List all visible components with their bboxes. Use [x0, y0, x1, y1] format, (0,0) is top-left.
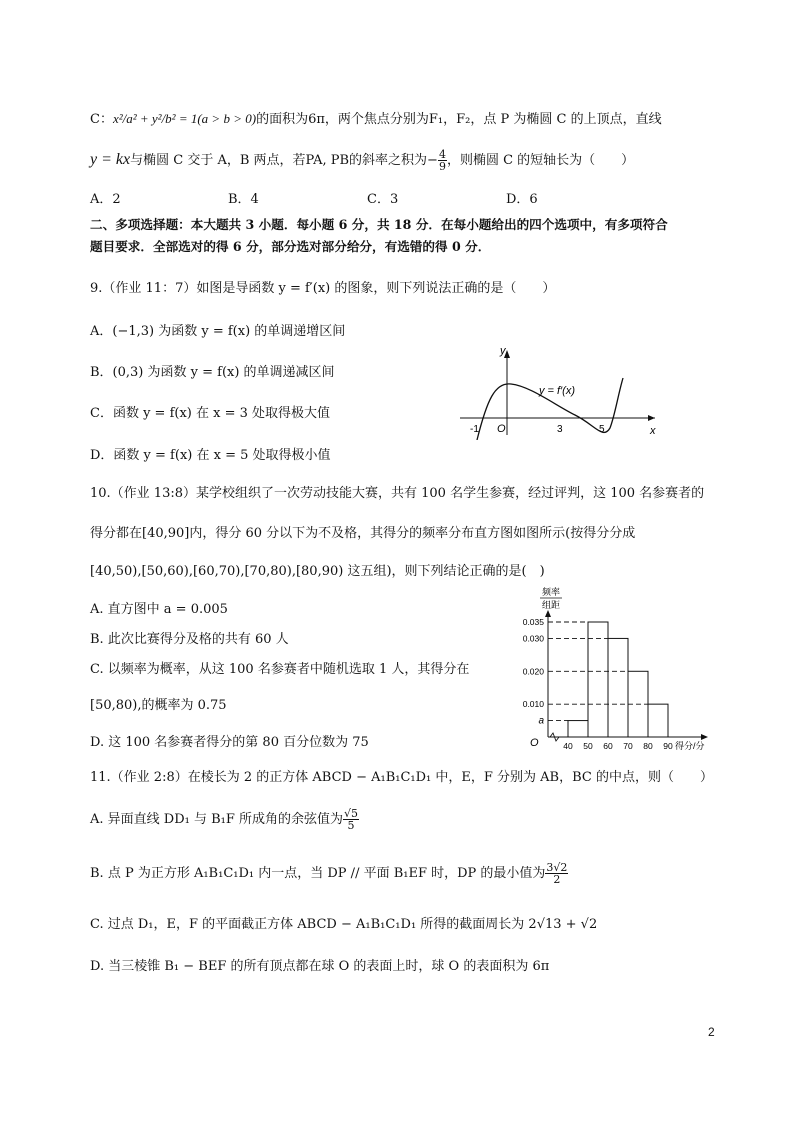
ylabel-bottom: 组距 — [542, 600, 561, 610]
q10-option-d: D. 这 100 名参赛者得分的第 80 百分位数为 75 — [90, 735, 369, 750]
q11-a-fraction: $\frac{√5}{5}$ — [344, 807, 359, 832]
q8-line1-prefix: C： — [90, 112, 113, 127]
hist-ytick-2: 0.020 — [522, 666, 544, 677]
hist-xtick-50: 50 — [583, 741, 593, 751]
q10-line3: [40,50),[50,60),[60,70),[70,80),[80,90) 这五组)，则下列结论正确的是( ) — [90, 564, 545, 579]
q8-line2-rest-b: ，则椭圆 C 的短轴长为（ ） — [446, 153, 635, 168]
q8-fraction: $\frac{4}{9}$ — [438, 148, 446, 173]
hist-ytick-4: a — [538, 715, 544, 727]
ylabel-top: 频率 — [542, 587, 561, 597]
q8-option-d: D．6 — [506, 192, 538, 207]
hist-ytick-3: 0.010 — [522, 699, 544, 710]
q8-ellipse-formula: x²/a² + y²/b² = 1(a > b > 0) — [112, 111, 257, 126]
hist-xtick-80: 80 — [643, 741, 653, 751]
hist-xtick-90: 90 — [663, 741, 673, 751]
section2-heading-line2: 题目要求．全部选对的得 6 分，部分选对部分给分，有选错的得 0 分． — [90, 239, 491, 254]
q8-line2 — [90, 149, 634, 172]
hist-bar-2 — [608, 638, 628, 737]
q10-option-b: B. 此次比赛得分及格的共有 60 人 — [90, 632, 289, 647]
hist-bar-0 — [568, 721, 588, 737]
q10-histogram — [500, 585, 720, 755]
q11-option-a: A. 异面直线 DD₁ 与 B₁F 所成角的余弦值为 $\frac{√5}{5}$ — [90, 807, 359, 832]
x-axis-label: x — [650, 425, 656, 437]
q10-option-c-cont: [50,80),的概率为 0.75 — [90, 698, 227, 713]
q8-line1 — [90, 108, 662, 127]
q8-option-a: A．2 — [90, 192, 121, 207]
y-axis-label: y — [500, 345, 506, 357]
q8-option-b: B．4 — [228, 192, 259, 207]
hist-xtick-40: 40 — [563, 741, 573, 751]
q8-option-c: C．3 — [367, 192, 399, 207]
hist-ytick-1: 0.030 — [522, 633, 544, 644]
q10-option-a: A. 直方图中 a = 0.005 — [90, 602, 228, 617]
q9-option-a: A．(−1,3) 为函数 y = f(x) 的单调递增区间 — [90, 324, 346, 339]
hist-xtick-60: 60 — [603, 741, 613, 751]
q11-stem: 11.（作业 2:8）在棱长为 2 的正方体 ABCD − A₁B₁C₁D₁ 中，E，F 分别为 AB，BC 的中点，则（ ） — [90, 770, 713, 785]
xlabel: 得分/分 — [675, 741, 705, 751]
q10-line1: 10.（作业 13:8）某学校组织了一次劳动技能大赛，共有 100 名学生参赛，经过评判，这 100 名参赛者的 — [90, 486, 705, 501]
q9-option-c: C．函数 y = f(x) 在 x = 3 处取得极大值 — [90, 406, 331, 421]
section2-heading-line1: 二、多项选择题：本大题共 3 小题．每小题 6 分，共 18 分．在每小题给出的四个选项中，有多项符合 — [90, 217, 668, 232]
q8-line2-rest-a: 与椭圆 C 交于 A，B 两点，若PA, PB的斜率之积为− — [130, 153, 438, 168]
hist-xtick-70: 70 — [623, 741, 633, 751]
page-number: 2 — [708, 1025, 715, 1039]
q10-line2: 得分都在[40,90]内，得分 60 分以下为不及格，其得分的频率分布直方图如图所示(按得分分成 — [90, 526, 636, 541]
tick-minus1: -1 — [470, 424, 479, 435]
q9-option-b: B．(0,3) 为函数 y = f(x) 的单调递减区间 — [90, 365, 335, 380]
q11-option-c: C. 过点 D₁，E，F 的平面截正方体 ABCD − A₁B₁C₁D₁ 所得的截面周长为 2√13 + √2 — [90, 917, 598, 932]
q9-stem: 9.（作业 11：7）如图是导函数 y = f′(x) 的图象，则下列说法正确的是（ ） — [90, 281, 556, 296]
q11-b-fraction: $\frac{3√2}{2}$ — [546, 861, 568, 886]
q9-derivative-graph — [455, 340, 665, 440]
q10-option-c: C. 以频率为概率，从这 100 名参赛者中随机选取 1 人，其得分在 — [90, 662, 470, 677]
q11-option-b: B. 点 P 为正方形 A₁B₁C₁D₁ 内一点，当 DP // 平面 B₁EF 时，DP 的最小值为 $\frac{3√2}{2}$ — [90, 861, 568, 886]
hist-ytick-0: 0.035 — [522, 617, 544, 627]
q8-line-formula: y = kx — [90, 151, 131, 168]
curve-label: y = f′(x) — [539, 385, 575, 397]
tick-5: 5 — [599, 424, 605, 435]
q11-option-d: D. 当三棱锥 B₁ − BEF 的所有顶点都在球 O 的表面上时，球 O 的表面积为 6π — [90, 959, 550, 974]
q9-option-d: D．函数 y = f(x) 在 x = 5 处取得极小值 — [90, 448, 331, 463]
tick-3: 3 — [557, 424, 563, 435]
q8-line1-rest: 的面积为6π，两个焦点分别为F₁，F₂，点 P 为椭圆 C 的上顶点，直线 — [256, 112, 662, 127]
hist-origin: O — [530, 737, 539, 749]
hist-bar-4 — [648, 704, 668, 737]
origin-label: O — [497, 423, 506, 435]
hist-bar-1 — [588, 622, 608, 737]
